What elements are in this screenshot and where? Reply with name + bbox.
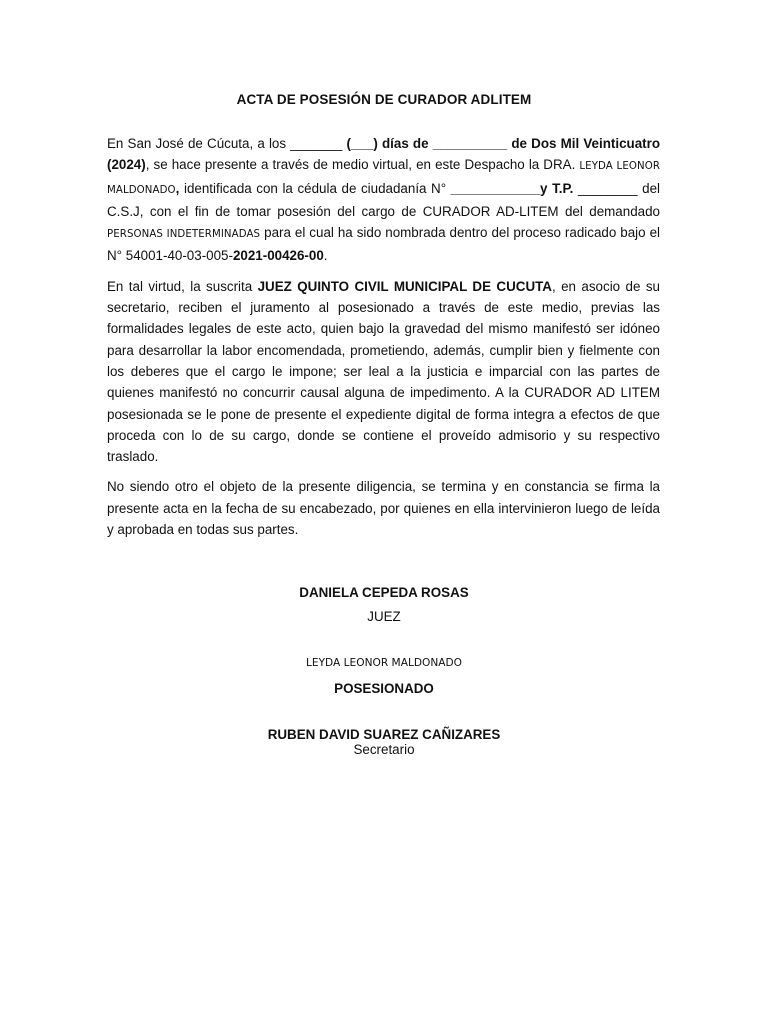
document-body — [107, 133, 660, 549]
p1-curator-name: LEYDA LEONOR MALDONADO — [107, 161, 660, 196]
p1-s10: para el cual ha sido nombrada dentro del proceso radicado bajo el N° 54001-40-03-005- — [107, 225, 660, 264]
document-title: ACTA DE POSESIÓN DE CURADOR ADLITEM — [236, 92, 532, 107]
appointee-role: POSESIONADO — [334, 681, 434, 696]
p1-case-number: 2021-00426-00 — [232, 248, 324, 264]
p1-s1: En San José de Cúcuta, a los _______ — [107, 136, 347, 151]
judge-role: JUEZ — [367, 609, 401, 624]
paragraph-1 — [107, 133, 660, 267]
p1-s3: , se hace presente a través de medio virtual, en este Despacho la DRA. — [145, 157, 580, 173]
p2-court-name: JUEZ QUINTO CIVIL MUNICIPAL DE CUCUTA — [257, 278, 552, 294]
p1-id-tp: ____________y T.P. — [450, 180, 574, 196]
p1-date: (___) días de __________ de Dos Mil Veinticuatro (2024) — [107, 136, 661, 173]
secretary-name: RUBEN DAVID SUAREZ CAÑIZARES — [267, 727, 501, 742]
secretary-role: Secretario — [353, 742, 415, 757]
p2-s1: En tal virtud, la suscrita — [107, 278, 258, 294]
p1-s5: , — [175, 180, 184, 196]
paragraph-3: No siendo otro el objeto de la presente diligencia, se termina y en constancia se firma la presente acta en la fecha de su encabezado, por quienes en ella intervinieron luego de leída y aprobada en todas sus partes. — [107, 479, 660, 538]
p1-defendant: PERSONAS INDETERMINADAS — [107, 229, 261, 241]
paragraph-2 — [107, 276, 660, 468]
p1-s6: identificada con la cédula de ciudadanía N° — [183, 180, 451, 196]
appointee-name: LEYDA LEONOR MALDONADO — [305, 657, 463, 669]
p2-s3: , en asocio de su secretario, reciben el juramento al posesionado a través de este medio, previas las formalidades legales de este acto, quien bajo la gravedad del mismo manifestó ser idóneo para desarrollar la labor encomendada, prometiendo, además, cumplir bien y fielmente con los deberes que el cargo le impone; ser leal a la justicia e imparcial con las partes de quienes manifestó no concurrir causal alguna de impedimento. A la CURADOR AD LITEM posesionada se le pone de presente el expediente digital de forma integra a efectos de que proceda con lo de su cargo, donde se contiene el proveído admisorio y su respectivo traslado. — [107, 278, 660, 465]
judge-name: DANIELA CEPEDA ROSAS — [299, 585, 469, 600]
p1-s12: . — [323, 248, 328, 264]
p1-s8: ________ del C.S.J, con el fin de tomar posesión del cargo de CURADOR AD-LITEM del demandado — [107, 180, 661, 219]
